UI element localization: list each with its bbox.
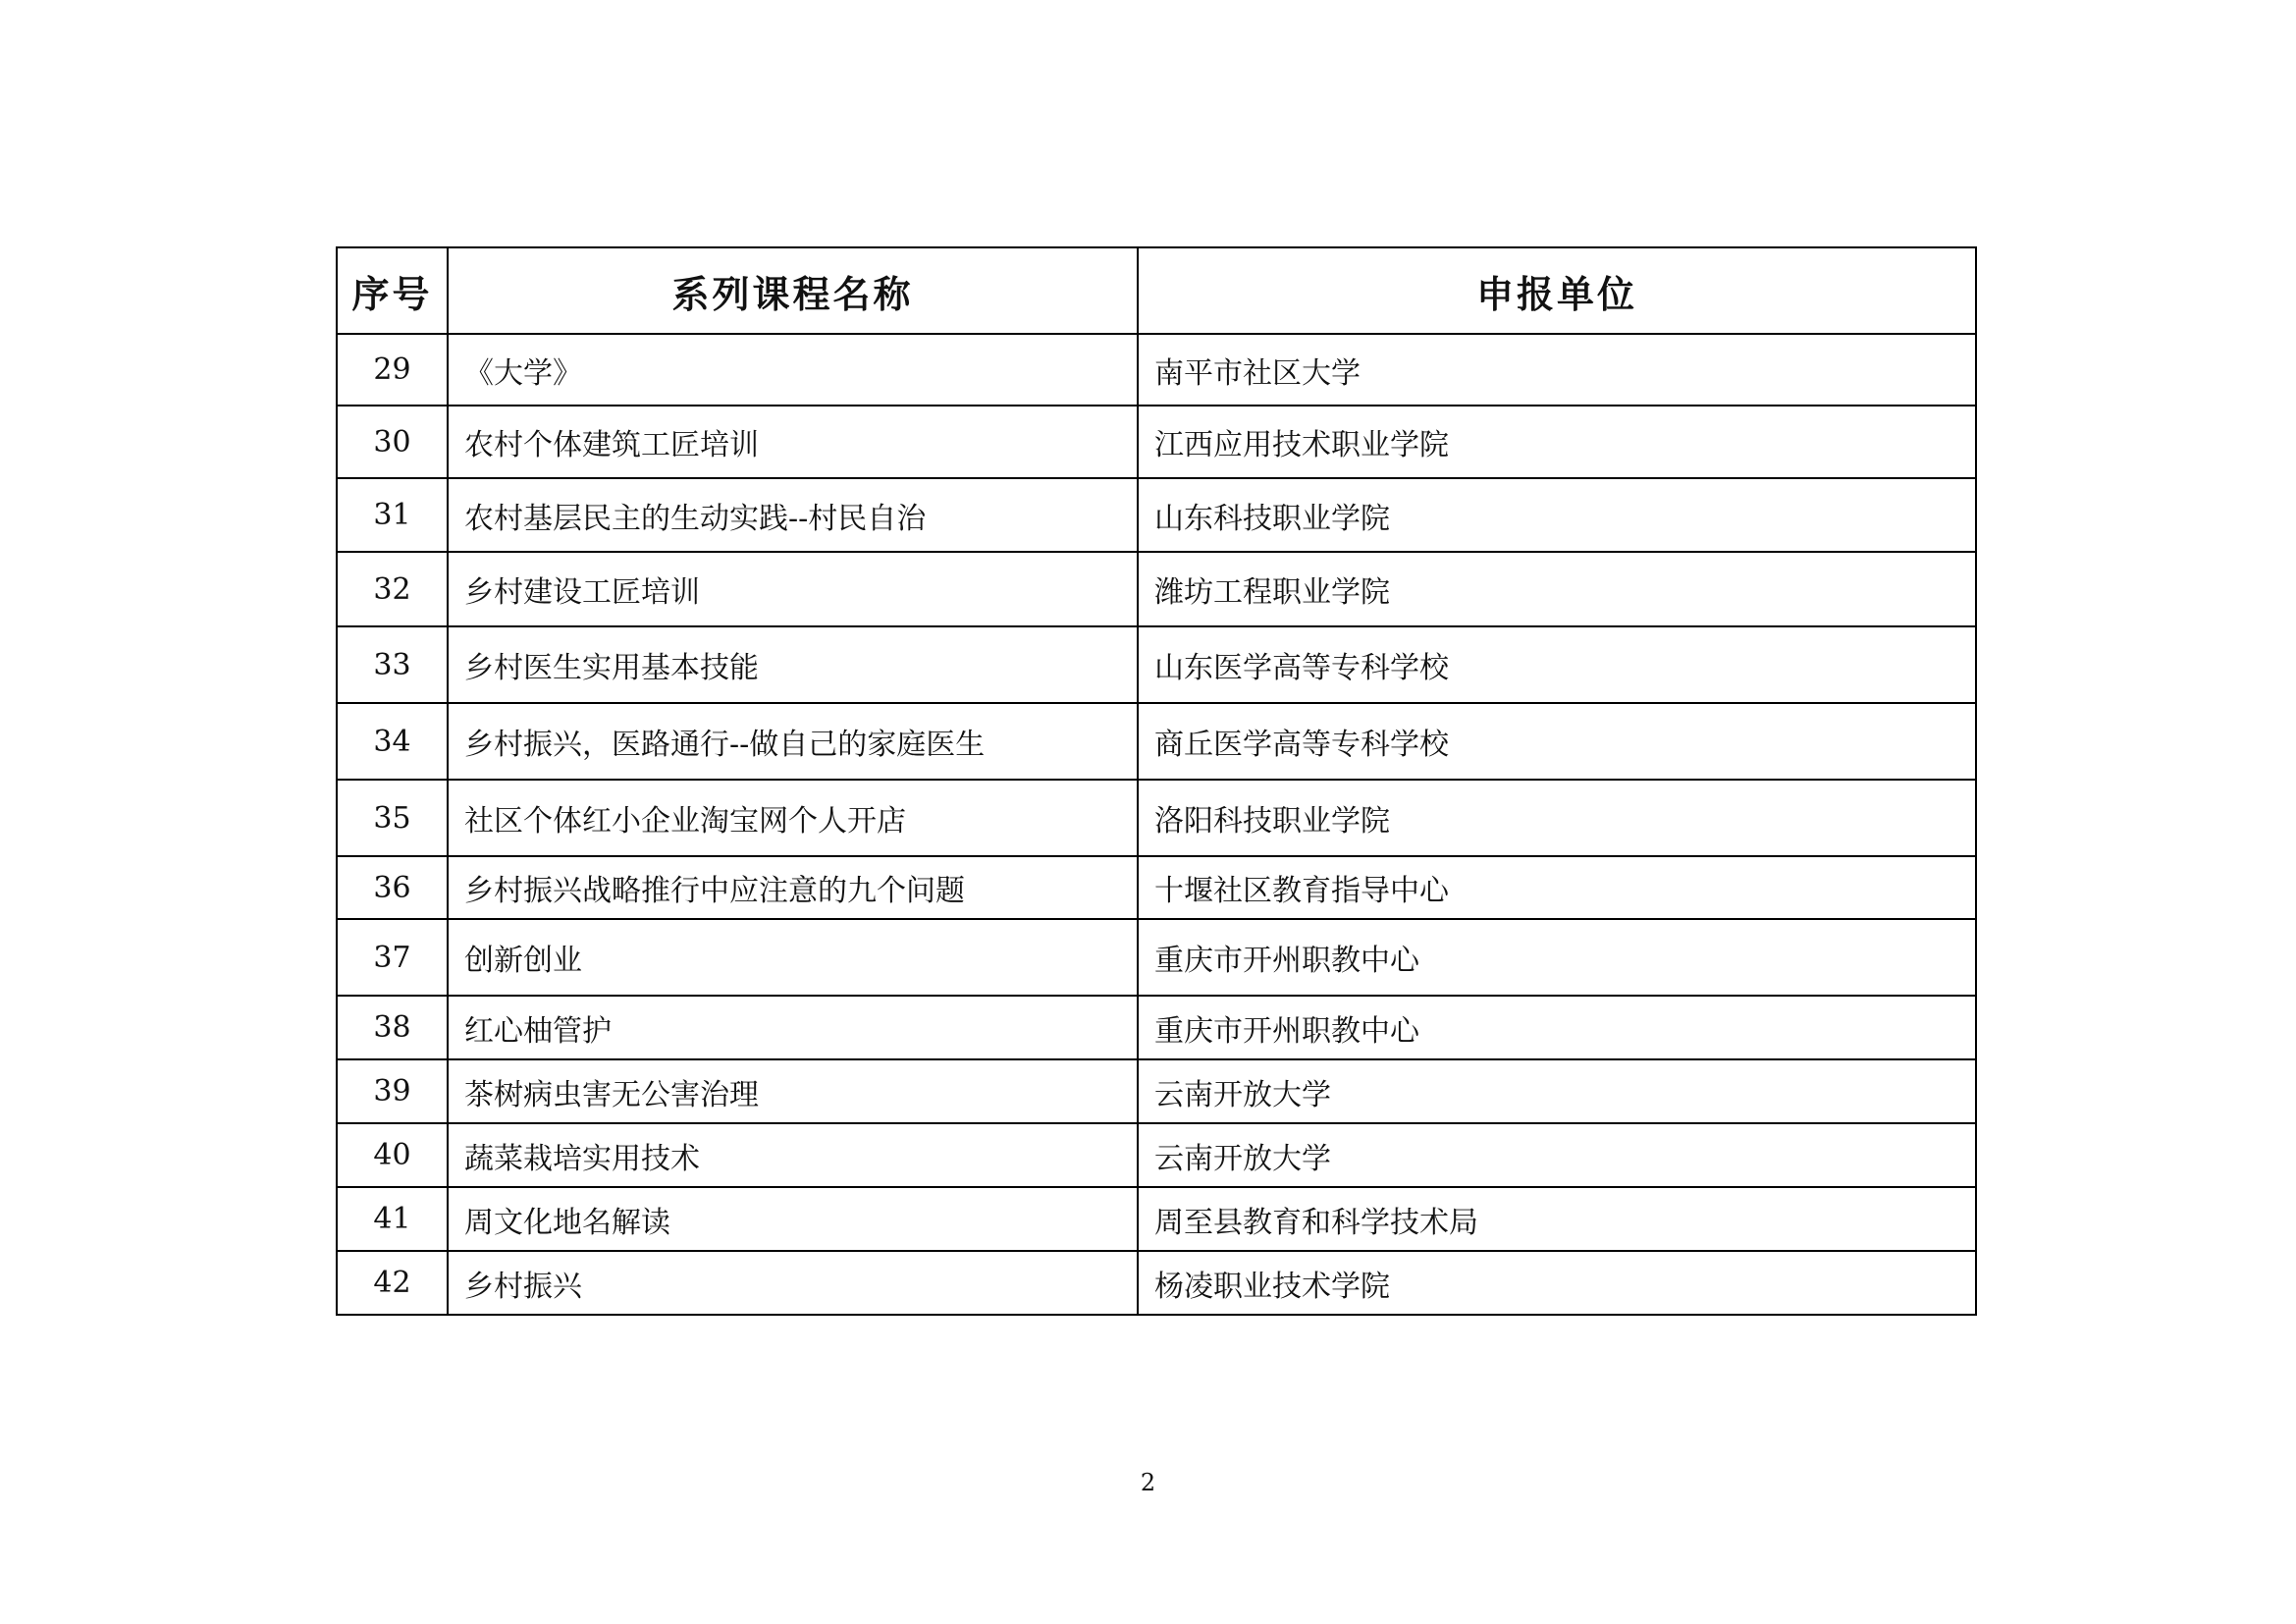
header-applicant-unit: 申报单位	[1138, 247, 1976, 334]
row-index: 38	[337, 996, 448, 1059]
row-course-name: 周文化地名解读	[448, 1187, 1138, 1251]
row-course-name: 农村个体建筑工匠培训	[448, 406, 1138, 478]
row-applicant-unit: 洛阳科技职业学院	[1138, 780, 1976, 856]
course-table	[336, 246, 1977, 1316]
header-course-name: 系列课程名称	[448, 247, 1138, 334]
table-row	[337, 334, 1976, 406]
row-course-name: 创新创业	[448, 919, 1138, 996]
table-row	[337, 626, 1976, 703]
row-applicant-unit: 商丘医学高等专科学校	[1138, 703, 1976, 780]
row-index: 31	[337, 478, 448, 552]
table-row	[337, 1187, 1976, 1251]
row-applicant-unit: 潍坊工程职业学院	[1138, 552, 1976, 626]
table-row	[337, 919, 1976, 996]
row-index: 30	[337, 406, 448, 478]
row-index: 39	[337, 1059, 448, 1123]
row-index: 37	[337, 919, 448, 996]
row-applicant-unit: 云南开放大学	[1138, 1059, 1976, 1123]
row-course-name: 乡村建设工匠培训	[448, 552, 1138, 626]
row-course-name: 社区个体红小企业淘宝网个人开店	[448, 780, 1138, 856]
table-row	[337, 1251, 1976, 1315]
row-course-name: 蔬菜栽培实用技术	[448, 1123, 1138, 1187]
table-row	[337, 856, 1976, 919]
table-row	[337, 703, 1976, 780]
row-course-name: 乡村振兴	[448, 1251, 1138, 1315]
row-course-name: 农村基层民主的生动实践--村民自治	[448, 478, 1138, 552]
row-applicant-unit: 山东医学高等专科学校	[1138, 626, 1976, 703]
row-applicant-unit: 江西应用技术职业学院	[1138, 406, 1976, 478]
row-applicant-unit: 山东科技职业学院	[1138, 478, 1976, 552]
row-course-name: 《大学》	[448, 334, 1138, 406]
row-applicant-unit: 南平市社区大学	[1138, 334, 1976, 406]
row-index: 36	[337, 856, 448, 919]
table-row	[337, 996, 1976, 1059]
page-number: 2	[1140, 1469, 1156, 1496]
row-applicant-unit: 周至县教育和科学技术局	[1138, 1187, 1976, 1251]
row-course-name: 乡村振兴，医路通行--做自己的家庭医生	[448, 703, 1138, 780]
row-index: 32	[337, 552, 448, 626]
row-applicant-unit: 杨凌职业技术学院	[1138, 1251, 1976, 1315]
row-index: 42	[337, 1251, 448, 1315]
row-index: 29	[337, 334, 448, 406]
row-index: 35	[337, 780, 448, 856]
row-course-name: 红心柚管护	[448, 996, 1138, 1059]
row-applicant-unit: 云南开放大学	[1138, 1123, 1976, 1187]
table-row	[337, 1123, 1976, 1187]
row-index: 41	[337, 1187, 448, 1251]
table-header-row	[337, 247, 1976, 334]
table-row	[337, 1059, 1976, 1123]
table-row	[337, 406, 1976, 478]
row-course-name: 乡村振兴战略推行中应注意的九个问题	[448, 856, 1138, 919]
row-applicant-unit: 十堰社区教育指导中心	[1138, 856, 1976, 919]
row-index: 34	[337, 703, 448, 780]
table-row	[337, 552, 1976, 626]
row-applicant-unit: 重庆市开州职教中心	[1138, 919, 1976, 996]
table-row	[337, 780, 1976, 856]
row-course-name: 茶树病虫害无公害治理	[448, 1059, 1138, 1123]
row-course-name: 乡村医生实用基本技能	[448, 626, 1138, 703]
row-index: 40	[337, 1123, 448, 1187]
header-index: 序号	[337, 247, 448, 334]
row-index: 33	[337, 626, 448, 703]
row-applicant-unit: 重庆市开州职教中心	[1138, 996, 1976, 1059]
table-row	[337, 478, 1976, 552]
